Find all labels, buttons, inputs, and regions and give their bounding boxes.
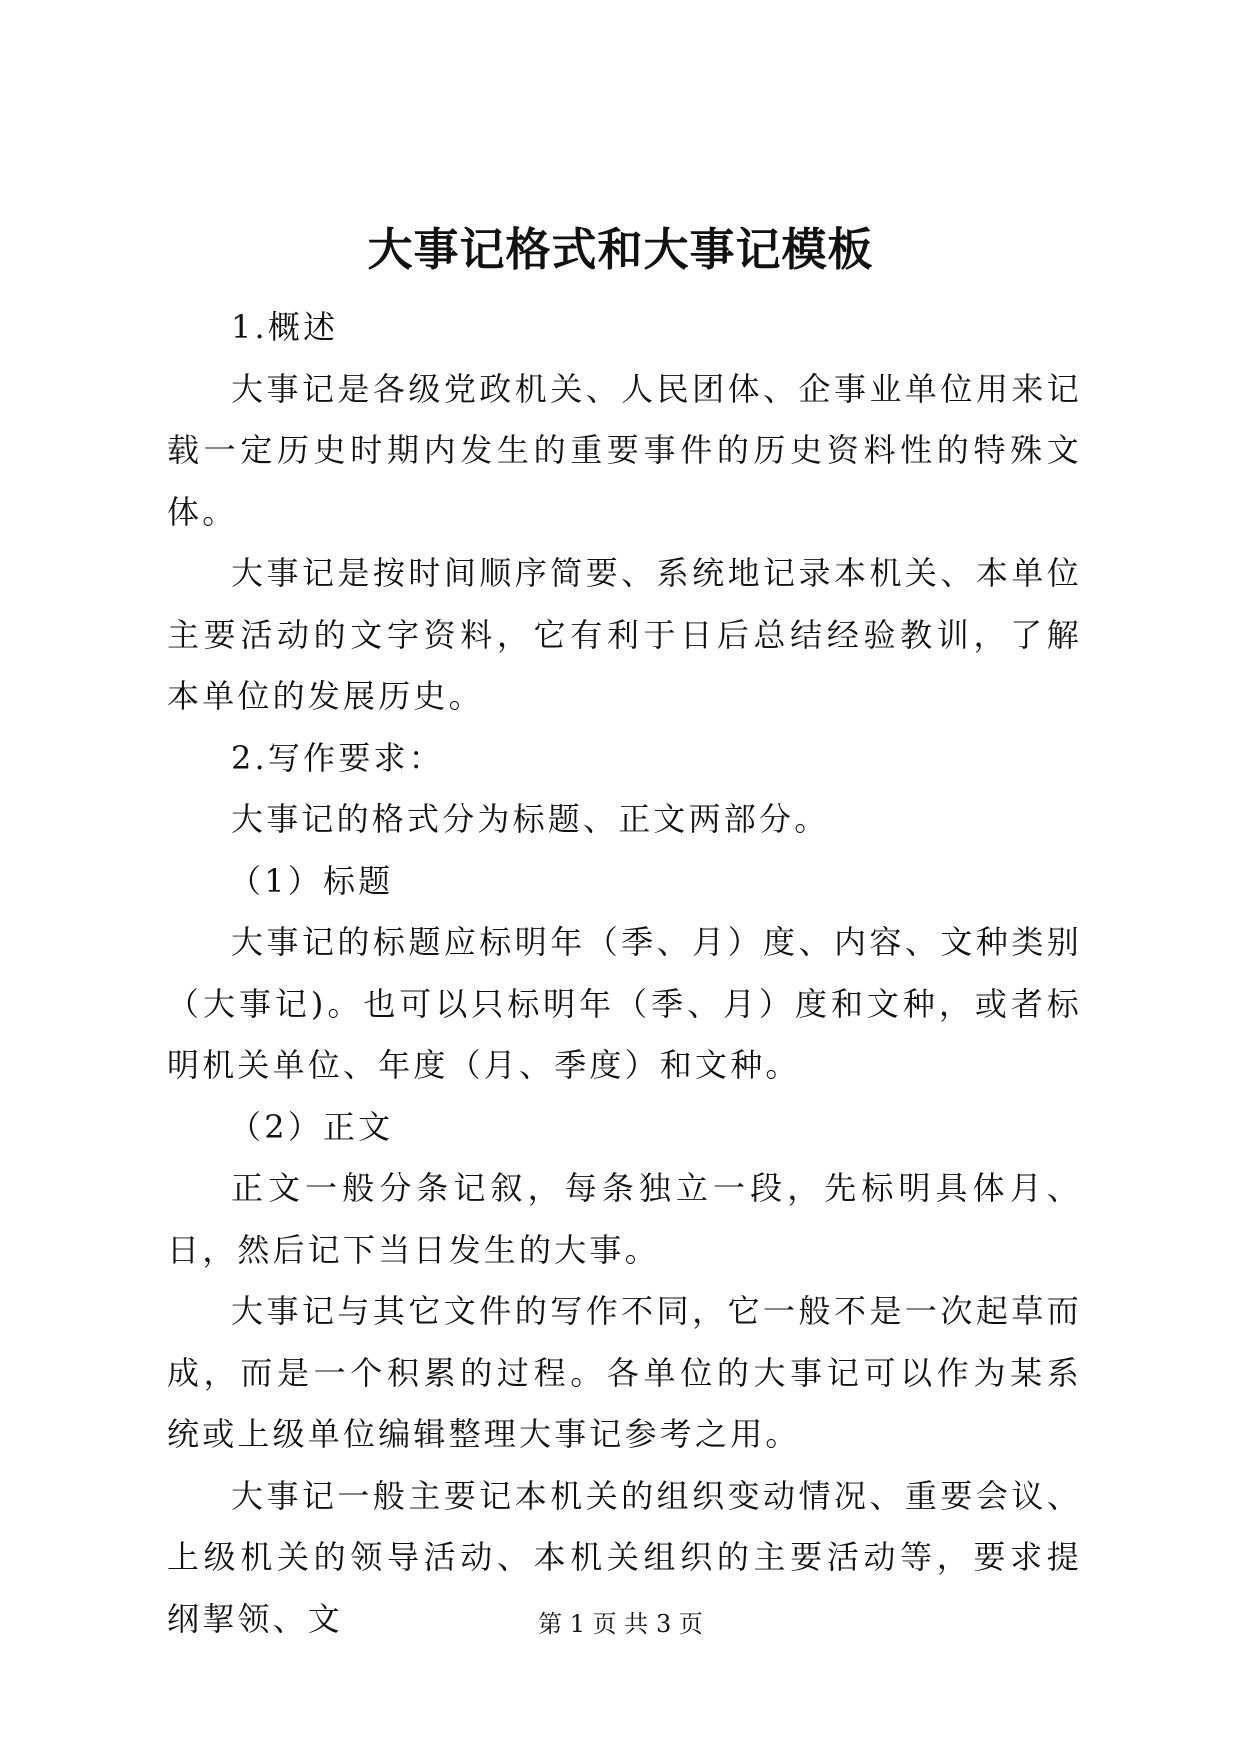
paragraph: 大事记的格式分为标题、正文两部分。 xyxy=(231,800,830,838)
paragraph: 大事记的标题应标明年（季、月）度、内容、文种类别（大事记)。也可以只标明年（季、月）度和文种，或者标明机关单位、年度（月、季度）和文种。 xyxy=(167,923,1082,1084)
paragraph: 大事记是按时间顺序简要、系统地记录本机关、本单位主要活动的文字资料，它有利于日后总结经验教训，了解本单位的发展历史。 xyxy=(167,554,1082,715)
paragraph: 大事记与其它文件的写作不同，它一般不是一次起草而成，而是一个积累的过程。各单位的大事记可以作为某系统或上级单位编辑整理大事记参考之用。 xyxy=(167,1292,1082,1453)
page-number-footer: 第 1 页 共 3 页 xyxy=(538,1610,703,1638)
section-heading-requirements: 2.写作要求： xyxy=(231,738,444,777)
paragraph: 大事记是各级党政机关、人民团体、企事业单位用来记载一定历史时期内发生的重要事件的历史资料性的特殊文体。 xyxy=(167,369,1082,531)
document-title: 大事记格式和大事记模板 xyxy=(367,223,874,276)
paragraph: 大事记一般主要记本机关的组织变动情况、重要会议、上级机关的领导活动、本机关组织的主要活动等，要求提纲挈领、文 xyxy=(167,1476,1082,1638)
paragraph: 正文一般分条记叙，每条独立一段，先标明具体月、日，然后记下当日发生的大事。 xyxy=(167,1169,1082,1269)
subheading-title: （1）标题 xyxy=(229,861,394,900)
subheading-body: （2）正文 xyxy=(229,1107,394,1146)
section-heading-overview: 1.概述 xyxy=(231,308,339,346)
document-body xyxy=(167,297,1082,1650)
